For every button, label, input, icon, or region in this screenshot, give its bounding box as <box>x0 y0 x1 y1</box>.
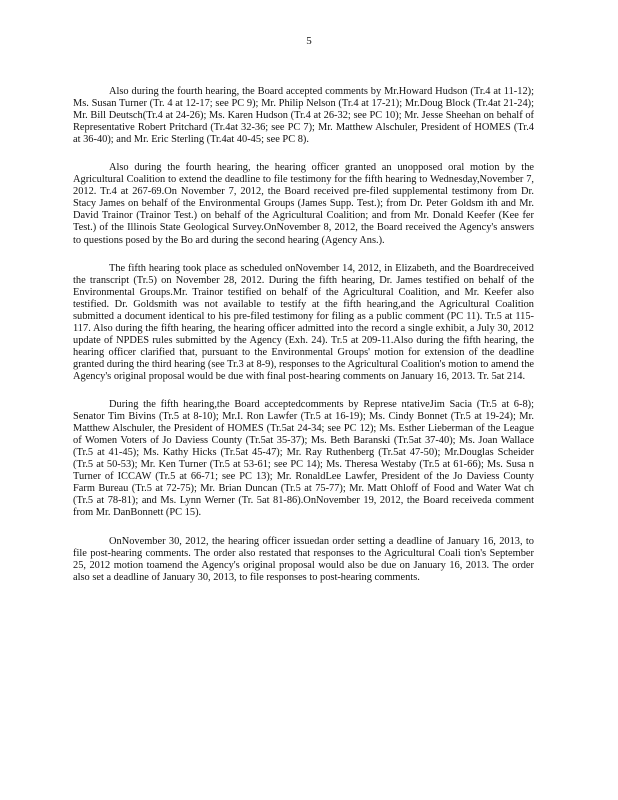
paragraph-fourth-hearing-motion: Also during the fourth hearing, the hearing officer granted an unopposed oral motion by the Agricultural Coalition to extend the deadline to file testimony for the fifth hearing to Wednesday,November 7, 2012. Tr.4 at 267-69.On November 7, 2012, the Board received pre-filed supplemental testimony from Dr. Stacy James on behalf of the Environmental Groups (James Supp. Test.); from Dr. Peter Goldsm ith and Mr. David Trainor (Trainor Test.) on behalf of the Agricultural Coalition; and from Mr. Donald Keefer (Kee fer Test.) of the Illinois State Geological Survey.OnNovember 8, 2012, the Board received the Agency's answers to questions posed by the Bo ard during the second hearing (Agency Ans.). <box>73 162 534 246</box>
paragraph-fourth-hearing-comments: Also during the fourth hearing, the Board accepted comments by Mr.Howard Hudson (Tr.4 at 11-12); Ms. Susan Turner (Tr. 4 at 12-17; see PC 9); Mr. Philip Nelson (Tr.4 at 17-21); Mr.Doug Block (Tr.4at 21-24); Mr. Bill Deutsch(Tr.4 at 24-26); Ms. Karen Hudson (Tr.4 at 26-32; see PC 10); Mr. Jesse Sheehan on behalf of Representative Robert Pritchard (Tr.4at 32-36; see PC 7); Mr. Matthew Alschuler, President of HOMES (Tr.4 at 36-40); and Mr. Eric Sterling (Tr.4at 40-45; see PC 8). <box>73 86 534 146</box>
paragraph-post-hearing-order: OnNovember 30, 2012, the hearing officer issuedan order setting a deadline of January 16, 2013, to file post-hearing comments. The order also restated that responses to the Agricultural Coali tion's September 25, 2012 motion toamend the Agency's original proposal would also be due on January 16, 2013. The order also set a deadline of January 30, 2013, to file responses to post-hearing comments. <box>73 535 534 583</box>
paragraph-fifth-hearing: The fifth hearing took place as scheduled onNovember 14, 2012, in Elizabeth, and the Boardreceived the transcript (Tr.5) on November 28, 2012. During the fifth hearing, Dr. James testified on behalf of the Environmental Groups.Mr. Trainor testified on behalf of the Agricultural Coalition, and Mr. Keefer also testified. Dr. Goldsmith was not available to testify at the fifth hearing,and the Agricultural Coalition submitted a document identical to his pre-filed testimony for filing as a public comment (PC 11). Tr.5 at 115-117. Also during the fifth hearing, the hearing officer admitted into the record a single exhibit, a July 30, 2012 update of NPDES rules submitted by the Agency (Exh. 24). Tr.5 at 209-11.Also during the fifth hearing, the hearing officer clarified that, pursuant to the Environmental Groups' motion for extension of the deadline granted during the third hearing (see Tr.3 at 8-9), responses to the Agricultural Coalition's motion to amend the Agency's original proposal would be due with final post-hearing comments on January 16, 2013. Tr. 5at 214. <box>73 262 534 382</box>
paragraph-fifth-hearing-comments: During the fifth hearing,the Board acceptedcomments by Represe ntativeJim Sacia (Tr.5 at 6-8); Senator Tim Bivins (Tr.5 at 8-10); Mr.I. Ron Lawfer (Tr.5 at 16-19); Ms. Cindy Bonnet (Tr.5 at 19-24); Mr. Matthew Alschuler, the President of HOMES (Tr.5at 24-34; see PC 12); Ms. Esther Lieberman of the League of Women Voters of Jo Daviess County (Tr.5at 35-37); Ms. Beth Baranski (Tr.5at 37-40); Ms. Joan Wallace (Tr.5 at 41-45); Ms. Kathy Hicks (Tr.5at 45-47); Mr. Ray Ruthenberg (Tr.5at 47-50); Mr.Douglas Scheider (Tr.5 at 50-53); Mr. Ken Turner (Tr.5 at 53-61; see PC 14); Ms. Theresa Westaby (Tr.5 at 61-66); Ms. Susa n Turner of ICCAW (Tr.5 at 66-71; see PC 13); Mr. RonaldLee Lawfer, President of the Jo Daviess County Farm Bureau (Tr.5 at 72-75); Mr. Brian Duncan (Tr.5 at 75-77); Mr. Matt Ohloff of Food and Water Wat ch (Tr.5 at 78-81); and Ms. Lynn Werner (Tr. 5at 81-86).OnNovember 19, 2012, the Board receiveda comment from Mr. DanBonnett (PC 15). <box>73 399 534 519</box>
document-body <box>73 86 534 600</box>
page-number: 5 <box>306 35 312 47</box>
